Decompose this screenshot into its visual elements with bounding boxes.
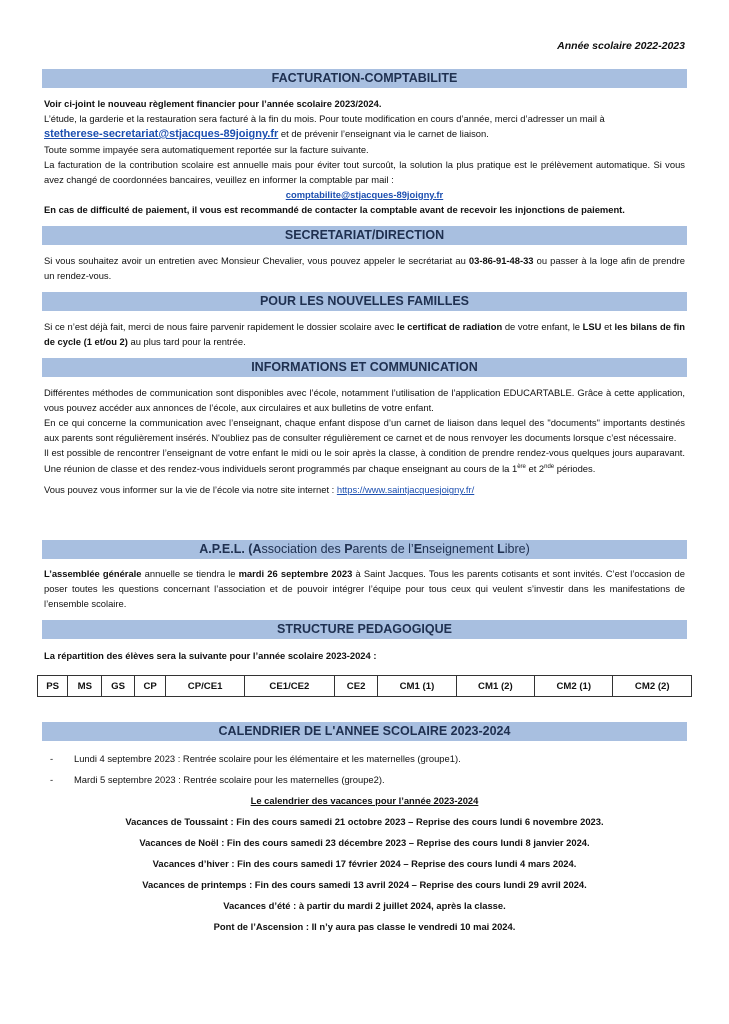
- section-title-facturation: FACTURATION-COMPTABILITE: [42, 69, 687, 88]
- class-cell: CE1/CE2: [244, 676, 334, 697]
- info-paragraph-2: En ce qui concerne la communication avec l’enseignant, chaque enfant dispose d’un carnet de liaison dans lequel des "documents" importants destinés aux parents sont régulièrement insérés. N'oubliez pas de consulter régulièrement ce carnet et de nous renvoyer les documents lorsque c’est nécessaire.: [44, 417, 685, 443]
- section-nouvelles-familles: Si ce n’est déjà fait, merci de nous faire parvenir rapidement le dossier scolaire avec le certificat de radiation de votre enfant, le LSU et les bilans de fin de cycle (1 et/ou 2) au plus tard pour la rentrée.: [44, 321, 685, 347]
- class-cell: MS: [68, 676, 102, 697]
- vacances-item: Vacances d’été : à partir du mardi 2 juillet 2024, après la classe.: [223, 900, 506, 911]
- class-distribution-table: [37, 675, 692, 697]
- list-item: - Lundi 4 septembre 2023 : Rentrée scolaire pour les élémentaire et les maternelles (groupe1).: [50, 753, 461, 764]
- class-cell: CM2 (1): [535, 676, 613, 697]
- facturation-intro: Voir ci-joint le nouveau règlement financier pour l’année scolaire 2023/2024.: [44, 98, 382, 109]
- school-website-link[interactable]: https://www.saintjacquesjoigny.fr/: [336, 484, 475, 496]
- vacances-item: Vacances de Toussaint : Fin des cours samedi 21 octobre 2023 – Reprise des cours lundi 6 novembre 2023.: [125, 816, 604, 827]
- vacances-item: Vacances de Noël : Fin des cours samedi 23 décembre 2023 – Reprise des cours lundi 8 janvier 2024.: [139, 837, 590, 848]
- section-facturation: [44, 96, 685, 217]
- school-year-header: Année scolaire 2022-2023: [557, 40, 685, 52]
- phone-number: 03-86-91-48-33: [468, 255, 534, 266]
- rentree-list: [50, 748, 680, 790]
- vacances-item: Vacances de printemps : Fin des cours samedi 13 avril 2024 – Reprise des cours lundi 29 avril 2024.: [142, 879, 587, 890]
- vacances-title: Le calendrier des vacances pour l’année 2023-2024: [250, 795, 479, 806]
- info-website: Vous pouvez vous informer sur la vie de l’école via notre site internet : https://www.saintjacquesjoigny.fr/: [44, 484, 475, 496]
- vacances-item: Pont de l’Ascension : Il n’y aura pas classe le vendredi 10 mai 2024.: [213, 921, 516, 932]
- class-cell: CM2 (2): [613, 676, 692, 697]
- class-cell: CP: [134, 676, 166, 697]
- section-informations: [44, 385, 685, 497]
- class-cell: CE2: [335, 676, 378, 697]
- info-paragraph-1: Différentes méthodes de communication sont disponibles avec l’école, notamment l’utilisation de l’application EDUCARTABLE. Grâce à cette application, vous pouvez accéder aux annonces de l’école, aux circulaires et aux bulletins de votre enfant.: [44, 387, 685, 413]
- vacances-item: Vacances d’hiver : Fin des cours samedi 17 février 2024 – Reprise des cours lundi 4 mars 2024.: [152, 858, 577, 869]
- section-secretariat: Si vous souhaitez avoir un entretien avec Monsieur Chevalier, vous pouvez appeler le secrétariat au 03-86-91-48-33 ou passer à la loge afin de prendre un rendez-vous.: [44, 255, 686, 281]
- class-cell: GS: [102, 676, 135, 697]
- class-cell: PS: [38, 676, 68, 697]
- facturation-line4: La facturation de la contribution scolaire est annuelle mais pour éviter tout surcoût, la solution la plus pratique est le prélèvement automatique. Si vous avez changé de coordonnées bancaires, veuillez en informer la comptable par mail :: [44, 159, 685, 185]
- section-title-apel: A.P.E.L. (Association des Parents de l’Enseignement Libre): [42, 540, 687, 559]
- section-title-calendrier: CALENDRIER DE L'ANNEE SCOLAIRE 2023-2024: [42, 722, 687, 741]
- structure-intro: La répartition des élèves sera la suivante pour l’année scolaire 2023-2024 :: [44, 650, 377, 661]
- list-item: - Mardi 5 septembre 2023 : Rentrée scolaire pour les maternelles (groupe2).: [50, 774, 385, 785]
- vacances-block: [44, 790, 685, 937]
- section-title-nouvelles-familles: POUR LES NOUVELLES FAMILLES: [42, 292, 687, 311]
- comptabilite-email-link[interactable]: comptabilite@stjacques-89joigny.fr: [285, 189, 444, 200]
- section-title-structure: STRUCTURE PEDAGOGIQUE: [42, 620, 687, 639]
- section-title-secretariat: SECRETARIAT/DIRECTION: [42, 226, 687, 245]
- class-cell: CM1 (2): [456, 676, 534, 697]
- secretariat-email-link[interactable]: stetherese-secretariat@stjacques-89joigny.fr: [44, 128, 279, 140]
- facturation-line3: Toute somme impayée sera automatiquement reportée sur la facture suivante.: [44, 144, 369, 155]
- class-cell: CM1 (1): [378, 676, 456, 697]
- facturation-warning: En cas de difficulté de paiement, il vous est recommandé de contacter la comptable avant de recevoir les injonctions de paiement.: [44, 204, 625, 215]
- section-title-informations: INFORMATIONS ET COMMUNICATION: [42, 358, 687, 377]
- facturation-line1: L’étude, la garderie et la restauration sera facturé à la fin du mois. Pour toute modification en cours d’année, merci d’adresser un mail à stetherese-secretariat@stjacques-89joigny.fr et de prévenir l’enseignant via le carnet de liaison.: [44, 113, 605, 140]
- info-paragraph-3: Il est possible de rencontrer l’enseignant de votre enfant le midi ou le soir après la classe, à condition de prendre rendez-vous quelques jours auparavant. Une réunion de classe et des rendez-vous individuels seront programmés par chaque enseignant au cours de la 1ère et 2nde périodes.: [44, 447, 685, 475]
- class-cell: CP/CE1: [166, 676, 244, 697]
- section-apel: L’assemblée générale annuelle se tiendra le mardi 26 septembre 2023 à Saint Jacques. Tous les parents cotisants et sont invités. C’est l’occasion de poser toutes les questions concernant l’association et de pouvoir intégrer l’équipe pour tous ceux qui veulent s’investir dans les manifestations de l’ensemble scolaire.: [44, 568, 685, 609]
